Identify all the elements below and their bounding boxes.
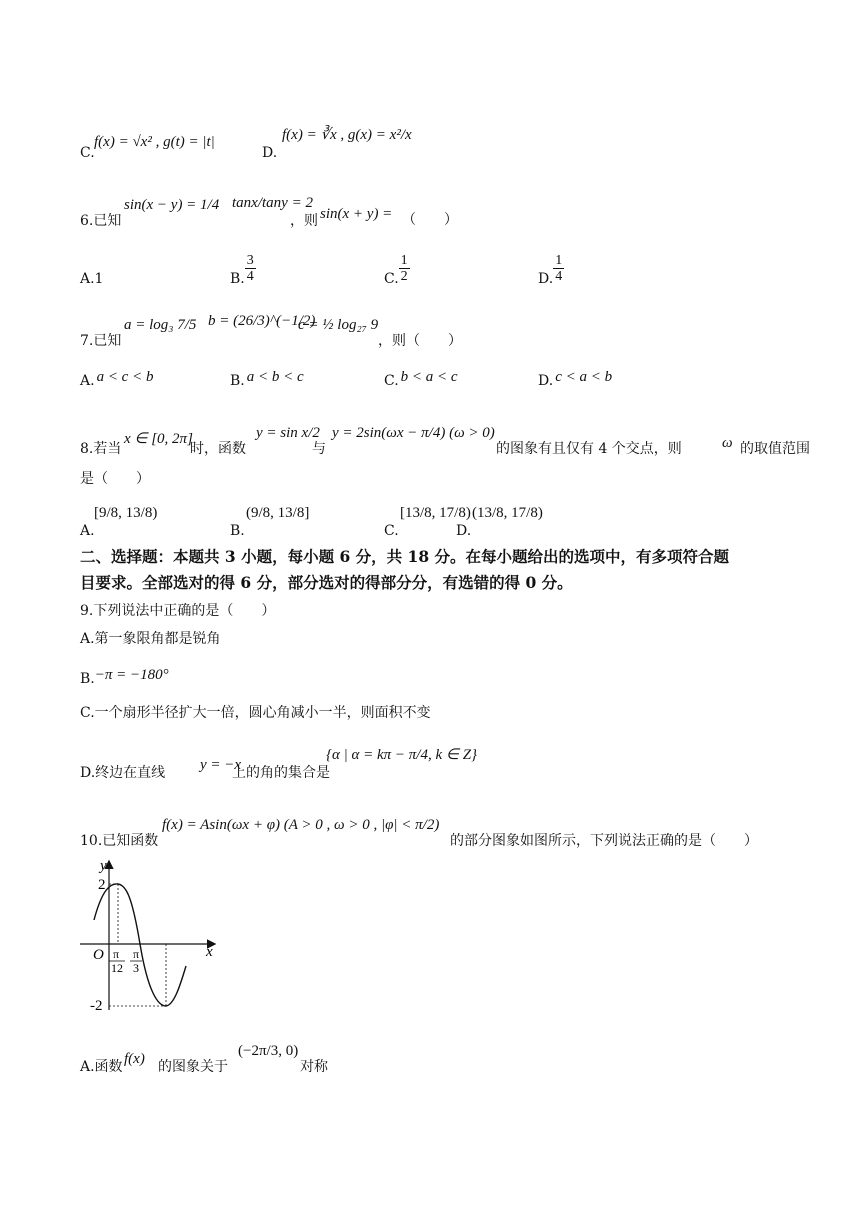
graph-tick2-den: 3	[133, 961, 139, 975]
q8-option-d-label: D.	[456, 523, 472, 539]
q7-option-c	[384, 369, 458, 390]
q9-option-d-label: D.终边在直线	[80, 765, 166, 781]
q7-prefix: 7.已知	[80, 333, 122, 349]
q7-option-d	[538, 369, 613, 390]
q7-a-expr: a = log₃ 7/5	[124, 317, 197, 333]
q8-line2: 是（ ）	[80, 471, 150, 487]
q8-prefix: 8.若当	[80, 441, 122, 457]
q6-cond2: tanx/tany = 2	[232, 195, 313, 211]
q5-option-d	[262, 144, 277, 162]
q6-option-a: A.1	[80, 271, 104, 287]
q8-domain: x ∈ [0, 2π]	[124, 431, 193, 447]
q6-option-c-frac	[399, 253, 410, 284]
q5-opt-c-label: C.	[80, 145, 95, 161]
q6-option-b	[230, 252, 256, 288]
q8-option-c	[384, 522, 399, 540]
q9-option-b-expr: −π = −180°	[94, 667, 169, 683]
graph-max-label: 2	[98, 877, 106, 893]
q6-option-d-num: 1	[555, 252, 563, 268]
q6-ask-prefix: ，则	[290, 213, 318, 229]
q9-option-d-set: {α | α = kπ − π/4, k ∈ Z}	[326, 747, 478, 763]
q8-option-d-expr: (13/8, 17/8)	[472, 505, 543, 521]
graph-min-label: -2	[90, 998, 103, 1014]
q7-option-b-label: B.	[230, 373, 245, 389]
q6-option-c-label: C.	[384, 271, 399, 287]
q7-ask: ，则（ ）	[378, 333, 462, 349]
q9-option-d-mid: 上的角的集合是	[232, 765, 330, 781]
q10-option-a-mid: 的图象关于	[158, 1059, 228, 1075]
q6-option-b-den: 4	[246, 268, 254, 284]
q5-option-c-expr: f(x) = √x² , g(t) = |t|	[94, 134, 215, 150]
q7-option-c-label: C.	[384, 373, 399, 389]
q9-option-c: C.一个扇形半径扩大一倍，圆心角减小一半，则面积不变	[80, 705, 431, 721]
q8-omega: ω	[722, 435, 733, 451]
q8-option-d	[456, 522, 471, 540]
q8-tail2: 的取值范围	[740, 441, 810, 457]
q6-option-d-frac	[553, 253, 564, 284]
q10-sine-graph	[76, 856, 226, 1016]
q9-option-d-line: y = −x	[200, 757, 242, 773]
q8-option-a-expr: [9/8, 13/8)	[94, 505, 158, 521]
q8-f1: y = sin x/2	[256, 425, 320, 441]
graph-tick2-num: π	[132, 947, 140, 961]
graph-origin-label: O	[93, 947, 104, 963]
q7-c-expr: c = ½ log₂₇ 9	[298, 317, 379, 333]
q8-option-b-label: B.	[230, 523, 245, 539]
q8-option-b	[230, 522, 245, 540]
section2-heading-line2: 目要求。全部选对的得 6 分，部分选对的得部分分，有选错的得 0 分。	[80, 573, 573, 592]
graph-x-label: x	[206, 944, 213, 960]
q9-option-b-label: B.	[80, 671, 95, 687]
q6-option-c	[384, 252, 410, 288]
q8-mid1: 时，函数	[190, 441, 246, 457]
q10-option-a-point: (−2π/3, 0)	[238, 1043, 299, 1059]
q9-stem: 9.下列说法中正确的是（ ）	[80, 603, 276, 619]
graph-tick1-den: 12	[111, 961, 123, 975]
q10-tail: 的部分图象如图所示，下列说法正确的是（ ）	[450, 833, 758, 849]
q7-option-d-label: D.	[538, 373, 554, 389]
graph-tick2	[130, 947, 142, 975]
q5-opt-d-label: D.	[262, 145, 278, 161]
graph-tick1-num: π	[112, 947, 120, 961]
graph-y-label: y	[100, 858, 107, 874]
graph-sine-curve	[94, 884, 186, 1006]
q7-option-d-expr: c < a < b	[555, 369, 613, 385]
q8-option-a-label: A.	[80, 523, 95, 539]
q6-cond1: sin(x − y) = 1/4	[124, 197, 220, 213]
q6-paren: （ ）	[402, 212, 458, 228]
q7-option-a	[80, 369, 154, 390]
q8-f2: y = 2sin(ωx − π/4) (ω > 0)	[332, 425, 495, 441]
q10-option-a-prefix: A.函数	[80, 1059, 123, 1075]
q6-option-b-num: 3	[246, 252, 254, 268]
q6-prefix: 6.已知	[80, 213, 122, 229]
q6-ask: sin(x + y) =	[320, 206, 393, 222]
q8-option-c-label: C.	[384, 523, 399, 539]
q10-func: f(x) = Asin(ωx + φ) (A > 0 , ω > 0 , |φ| < π/2)	[162, 817, 440, 833]
q10-option-a-f: f(x)	[124, 1051, 145, 1067]
q6-option-c-num: 1	[400, 252, 408, 268]
q7-option-b-expr: a < b < c	[246, 369, 304, 385]
q6-option-d-label: D.	[538, 271, 554, 287]
q10-prefix: 10.已知函数	[80, 833, 159, 849]
q7-option-a-label: A.	[80, 373, 95, 389]
q7-option-b	[230, 369, 304, 390]
q7-option-a-expr: a < c < b	[96, 369, 154, 385]
q8-option-b-expr: (9/8, 13/8]	[246, 505, 310, 521]
q6-option-d-den: 4	[555, 268, 563, 284]
q10-option-a-tail: 对称	[300, 1059, 328, 1075]
q8-mid2: 与	[312, 441, 326, 457]
q8-tail: 的图象有且仅有 4 个交点，则	[496, 441, 682, 457]
q5-option-c	[80, 144, 95, 162]
graph-tick1	[109, 947, 125, 975]
q9-option-a: A.第一象限角都是锐角	[80, 631, 221, 647]
q7-b-expr: b = (26/3)^(−1/2)	[208, 313, 316, 329]
q5-option-d-expr: f(x) = ∛x , g(x) = x²/x	[282, 127, 412, 143]
q6-option-c-den: 2	[400, 268, 408, 284]
q6-option-b-label: B.	[230, 271, 245, 287]
q8-option-a	[80, 522, 95, 540]
section2-heading-line1: 二、选择题：本题共 3 小题，每小题 6 分，共 18 分。在每小题给出的选项中，有多项符合题	[80, 547, 730, 566]
q6-option-d	[538, 252, 564, 288]
q8-option-c-expr: [13/8, 17/8)	[400, 505, 471, 521]
q7-option-c-expr: b < a < c	[400, 369, 458, 385]
q6-option-b-frac	[245, 253, 256, 284]
q9-option-b	[80, 667, 169, 688]
